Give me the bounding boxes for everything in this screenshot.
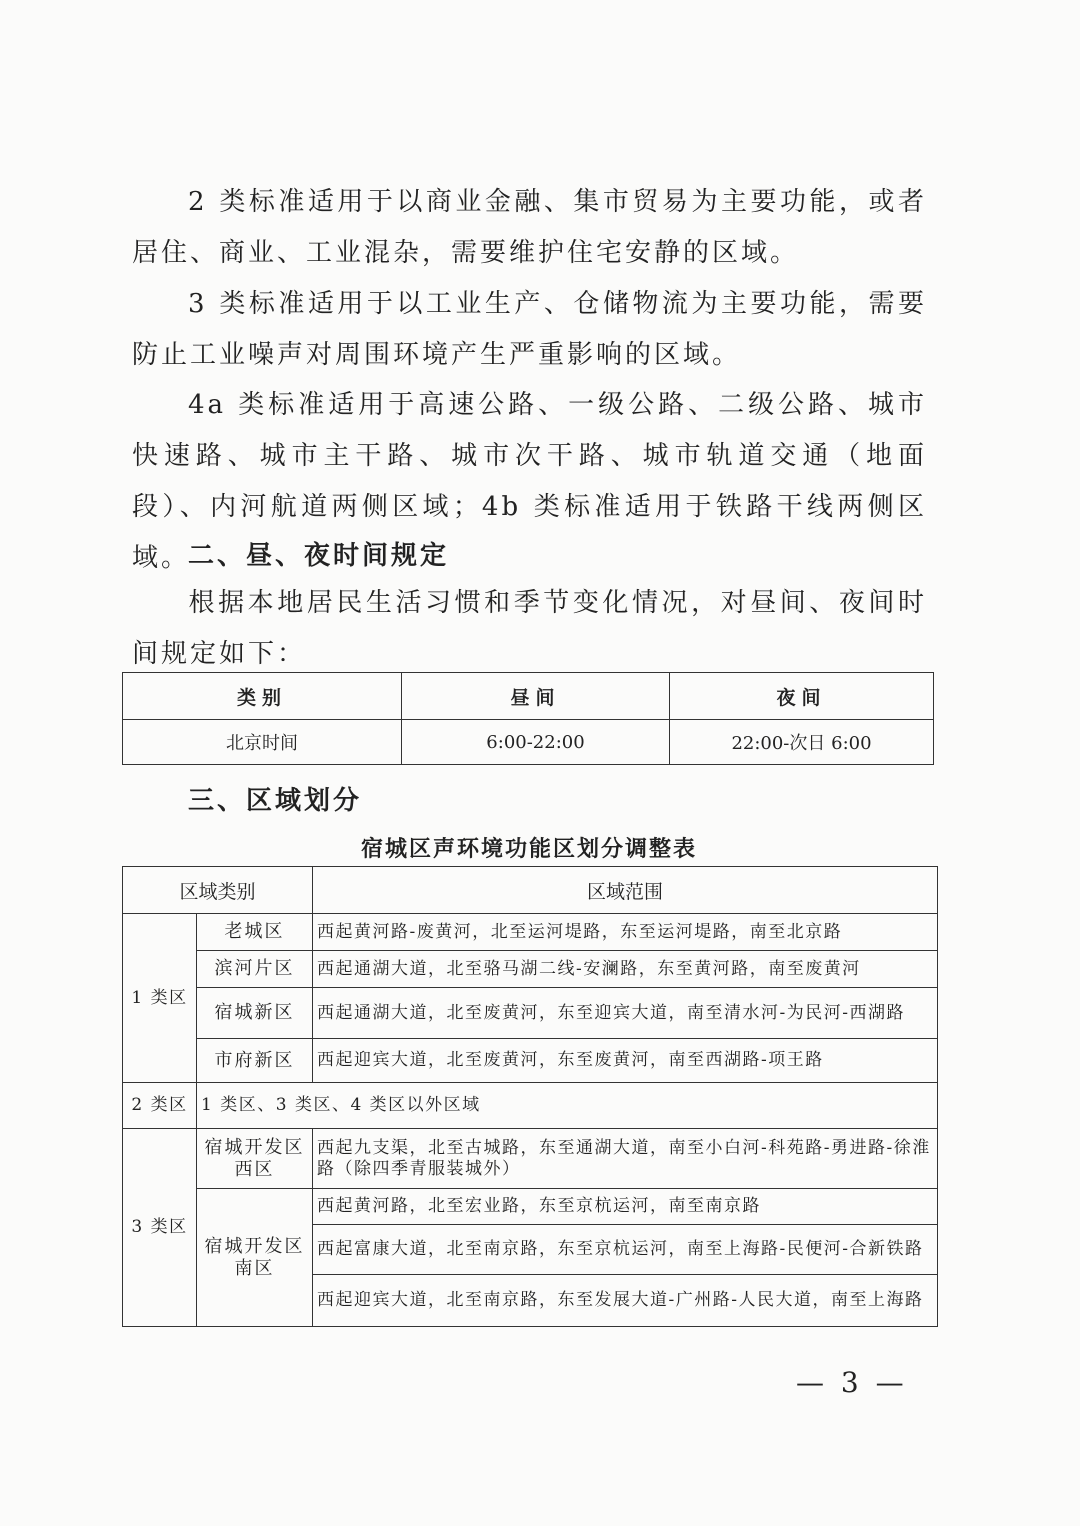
zone-sub-area: 宿城开发区西区	[197, 1129, 313, 1189]
page-number: — 3 —	[796, 1366, 908, 1399]
table-row	[123, 1189, 938, 1225]
zone-table-header: 区域范围	[313, 867, 938, 914]
zone-range: 1 类区、3 类区、4 类区以外区域	[197, 1083, 938, 1129]
table-row	[123, 988, 938, 1039]
zone-table-header: 区域类别	[123, 867, 313, 914]
table-row	[123, 914, 938, 951]
time-table-row	[123, 720, 934, 765]
section-heading-day-night: 二、昼、夜时间规定	[188, 541, 450, 571]
zone-range: 西起通湖大道，北至骆马湖二线-安澜路，东至黄河路，南至废黄河	[313, 951, 938, 988]
time-table-cell: 6:00-22:00	[402, 720, 670, 765]
time-table-header: 夜间	[670, 673, 934, 720]
paragraph-class4-text: 4a 类标准适用于高速公路、一级公路、二级公路、城市快速路、城市主干路、城市次干路、城市轨道交通（地面段）、内河航道两侧区域；4b 类标准适用于铁路干线两侧区域。	[132, 390, 927, 573]
zone-class-label: 3 类区	[123, 1129, 197, 1327]
paragraph-class3-text: 3 类标准适用于以工业生产、仓储物流为主要功能，需要防止工业噪声对周围环境产生严重影响的区域。	[132, 289, 927, 370]
zone-range: 西起富康大道，北至南京路，东至京杭运河，南至上海路-民便河-合新铁路	[313, 1225, 938, 1275]
paragraph-day-night-intro-text: 根据本地居民生活习惯和季节变化情况，对昼间、夜间时间规定如下：	[132, 588, 927, 669]
time-table-header: 昼间	[402, 673, 670, 720]
time-table-header: 类别	[123, 673, 402, 720]
zone-sub-area: 宿城开发区南区	[197, 1189, 313, 1327]
zone-range: 西起迎宾大道，北至废黄河，东至废黄河，南至西湖路-项王路	[313, 1039, 938, 1083]
table-row	[123, 1129, 938, 1189]
table-row	[123, 1039, 938, 1083]
zone-division-table	[122, 866, 938, 1327]
paragraph-class2-text: 2 类标准适用于以商业金融、集市贸易为主要功能，或者居住、商业、工业混杂，需要维护住宅安静的区域。	[132, 187, 927, 268]
zone-class-label: 1 类区	[123, 914, 197, 1083]
zone-range: 西起九支渠，北至古城路，东至通湖大道，南至小白河-科苑路-勇进路-徐淮路（除四季青服装城外）	[313, 1129, 938, 1189]
section-heading-zoning: 三、区域划分	[188, 786, 363, 816]
zone-range: 西起通湖大道，北至废黄河，东至迎宾大道，南至清水河-为民河-西湖路	[313, 988, 938, 1039]
paragraph-class3	[132, 279, 927, 381]
zone-class-label: 2 类区	[123, 1083, 197, 1129]
zone-table-header-row	[123, 867, 938, 914]
table-row	[123, 1083, 938, 1129]
zone-sub-area: 滨河片区	[197, 951, 313, 988]
table-row	[123, 951, 938, 988]
zone-range: 西起迎宾大道，北至南京路，东至发展大道-广州路-人民大道，南至上海路	[313, 1275, 938, 1327]
time-table-cell: 北京时间	[123, 720, 402, 765]
time-table-cell: 22:00-次日 6:00	[670, 720, 934, 765]
paragraph-day-night-intro	[132, 578, 927, 680]
zone-sub-area: 宿城新区	[197, 988, 313, 1039]
time-table-header-row	[123, 673, 934, 720]
day-night-time-table	[122, 672, 934, 765]
zone-range: 西起黄河路-废黄河，北至运河堤路，东至运河堤路，南至北京路	[313, 914, 938, 951]
paragraph-class2	[132, 177, 927, 279]
zone-range: 西起黄河路，北至宏业路，东至京杭运河，南至南京路	[313, 1189, 938, 1225]
zone-table-title: 宿城区声环境功能区划分调整表	[360, 837, 697, 862]
zone-sub-area: 老城区	[197, 914, 313, 951]
zone-sub-area: 市府新区	[197, 1039, 313, 1083]
